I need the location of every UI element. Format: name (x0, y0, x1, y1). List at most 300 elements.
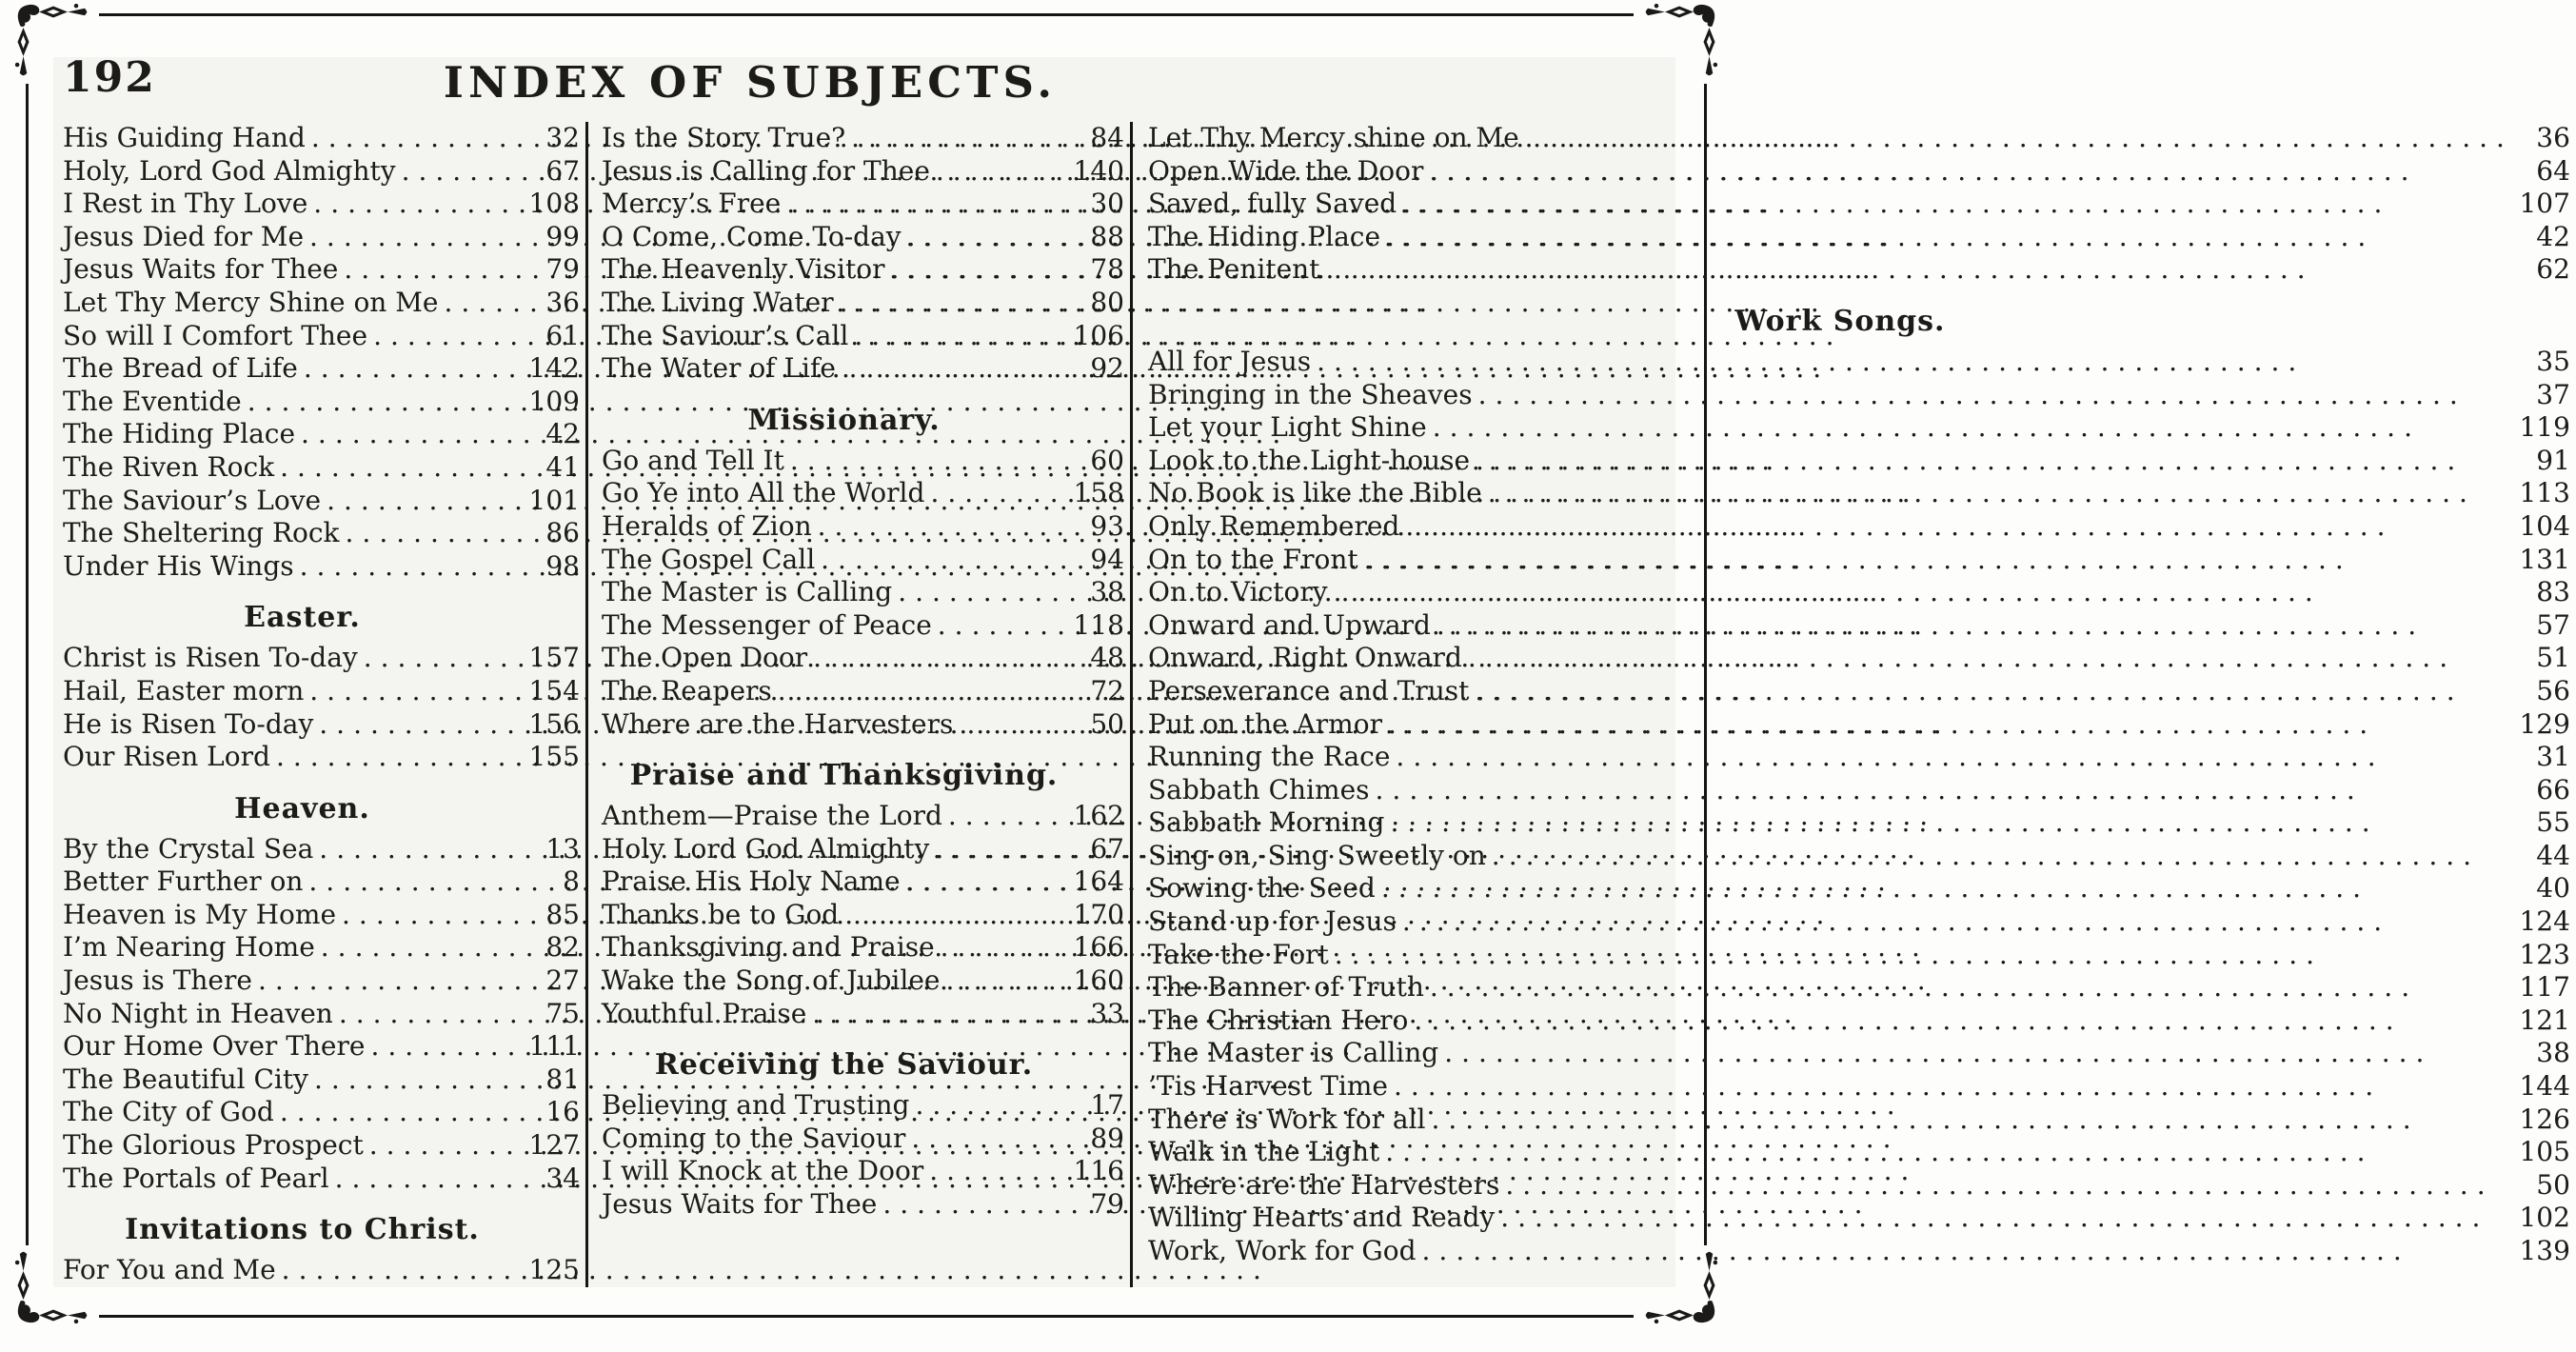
dot-leader (319, 833, 523, 866)
dot-leader (1500, 1202, 2513, 1235)
entry-title: Sabbath Chimes (1148, 773, 1370, 805)
entry-title: Believing and Trusting (602, 1089, 910, 1122)
entry-title: Praise His Holy Name (602, 865, 901, 898)
index-entry (63, 451, 580, 485)
entry-page-number: 36 (2536, 122, 2570, 153)
index-entry (1148, 774, 2570, 807)
index-entry (63, 386, 580, 419)
entry-page-number: 38 (2536, 1037, 2570, 1069)
entry-page-number: 81 (545, 1063, 580, 1095)
entry-page-number: 67 (1090, 832, 1124, 865)
dot-leader (911, 1123, 1067, 1156)
entry-title: Thanks be to God (602, 898, 840, 930)
entry-title: Onward and Upward (1148, 608, 1431, 641)
entry-title: The Riven Rock (63, 450, 275, 483)
entry-title: Our Home Over There (63, 1030, 366, 1063)
entry-title: Look to the Light-house (1148, 444, 1471, 476)
entry-title: By the Crystal Sea (63, 832, 314, 865)
dot-leader (300, 550, 523, 584)
entry-title: Running the Race (1148, 741, 1391, 773)
entry-title: The Portals of Pearl (63, 1162, 329, 1194)
entry-page-number: 55 (2536, 806, 2570, 839)
dot-leader (786, 188, 1067, 221)
entry-page-number: 164 (1073, 865, 1124, 898)
index-entry (1148, 872, 2570, 905)
entry-title: For You and Me (63, 1254, 276, 1286)
entry-page-number: 127 (528, 1129, 580, 1162)
index-entry (602, 510, 1124, 544)
frame-border-top (99, 13, 1634, 16)
index-entry (1148, 221, 2570, 254)
entry-title: The Penitent (1148, 253, 1320, 286)
dot-leader (304, 352, 523, 386)
dot-leader (1476, 445, 2513, 478)
dot-leader (335, 1163, 523, 1196)
section-heading: Receiving the Saviour. (654, 1048, 1034, 1083)
dot-leader (1431, 1103, 2512, 1137)
entry-page-number: 16 (545, 1096, 580, 1128)
dot-leader (314, 1064, 523, 1097)
entry-page-number: 117 (2519, 971, 2570, 1004)
index-entry (602, 899, 1124, 932)
index-entry (1148, 905, 2570, 939)
dot-leader (280, 1096, 523, 1129)
entry-page-number: 32 (545, 122, 580, 153)
entry-page-number: 170 (1073, 898, 1124, 930)
page-number: 192 (63, 53, 156, 102)
dot-leader (276, 741, 523, 774)
entry-page-number: 113 (2519, 477, 2570, 509)
entry-title: The Living Water (602, 286, 834, 318)
index-entry (1148, 346, 2570, 379)
section-heading: Missionary. (747, 403, 941, 437)
dot-leader (402, 155, 523, 189)
entry-page-number: 67 (545, 154, 580, 187)
entry-title: Mercy’s Free (602, 188, 782, 220)
entry-page-number: 157 (528, 642, 580, 674)
index-entry (63, 320, 580, 353)
index-entry (1148, 544, 2570, 577)
entry-title: I’m Nearing Home (63, 931, 315, 964)
dot-leader (280, 451, 523, 485)
index-entry (602, 642, 1124, 675)
entry-title: Hail, Easter morn (63, 674, 305, 706)
entry-page-number: 35 (2536, 345, 2570, 377)
entry-page-number: 61 (545, 319, 580, 351)
dot-leader (1402, 188, 2513, 221)
entry-page-number: 156 (528, 707, 580, 740)
index-entry (602, 1188, 1124, 1222)
index-entry (1148, 1004, 2570, 1038)
index-entry (602, 708, 1124, 742)
entry-title: Sabbath Morning (1148, 806, 1385, 839)
index-entry (1148, 1235, 2570, 1268)
index-entry (63, 485, 580, 518)
index-entry (1148, 510, 2570, 544)
index-entry (602, 1155, 1124, 1188)
entry-page-number: 139 (2519, 1235, 2570, 1266)
index-entry (602, 964, 1124, 998)
dot-leader (890, 253, 1067, 287)
index-entry (602, 576, 1124, 609)
index-entry (63, 964, 580, 998)
entry-title: Perseverance and Trust (1148, 674, 1470, 706)
entry-page-number: 99 (545, 220, 580, 252)
index-entry (63, 418, 580, 451)
dot-leader (373, 320, 523, 353)
entry-page-number: 160 (1073, 964, 1124, 997)
index-entry (63, 998, 580, 1031)
entry-title: Only Remembered (1148, 509, 1400, 542)
dot-leader (369, 1129, 523, 1163)
entry-page-number: 80 (1090, 286, 1124, 318)
dot-leader (882, 1188, 1067, 1222)
entry-title: There is Work for all (1148, 1103, 1426, 1135)
index-entry (1148, 1202, 2570, 1235)
dot-leader (1317, 346, 2513, 379)
index-column-3 (1130, 122, 2576, 1287)
entry-page-number: 42 (2536, 220, 2570, 252)
dot-leader (840, 287, 1067, 320)
entry-page-number: 107 (2519, 188, 2570, 220)
entry-title: So will I Comfort Thee (63, 319, 368, 351)
entry-title: The Gospel Call (602, 543, 816, 575)
index-entry (1148, 708, 2570, 742)
dot-leader (344, 253, 523, 287)
index-entry (1148, 609, 2570, 643)
dot-leader (342, 899, 523, 932)
entry-title: Work, Work for God (1148, 1235, 1417, 1266)
index-entry (602, 1089, 1124, 1123)
index-entry (602, 800, 1124, 833)
entry-page-number: 142 (528, 352, 580, 385)
dot-leader (1325, 253, 2512, 287)
dot-leader (935, 833, 1067, 866)
entry-title: Open Wide the Door (1148, 154, 1424, 187)
entry-page-number: 48 (1090, 642, 1124, 674)
entry-page-number: 106 (1073, 319, 1124, 351)
entry-page-number: 89 (1090, 1122, 1124, 1154)
entry-title: No Book is like the Bible (1148, 477, 1482, 509)
entry-title: The Hiding Place (1148, 220, 1381, 252)
entry-title: Heralds of Zion (602, 509, 812, 542)
index-entry (602, 445, 1124, 478)
frame-border-bottom (99, 1315, 1634, 1318)
section-heading: Work Songs. (1734, 304, 1946, 338)
dot-leader (1394, 1070, 2513, 1103)
entry-page-number: 66 (2536, 773, 2570, 805)
entry-title: Thanksgiving and Praise (602, 931, 935, 964)
dot-leader (1414, 1004, 2512, 1038)
entry-page-number: 27 (545, 964, 580, 997)
dot-leader (1468, 642, 2513, 675)
entry-page-number: 124 (2519, 905, 2570, 938)
dot-leader (309, 675, 523, 708)
dot-leader (1437, 609, 2513, 643)
entry-title: Where are the Harvesters (602, 707, 954, 740)
entry-page-number: 38 (1090, 576, 1124, 608)
entry-title: The Saviour’s Love (63, 484, 322, 516)
index-entry (63, 253, 580, 287)
entry-page-number: 108 (528, 188, 580, 220)
entry-page-number: 123 (2519, 938, 2570, 970)
index-entry (602, 352, 1124, 386)
entry-page-number: 79 (545, 253, 580, 286)
dot-leader (327, 485, 523, 518)
entry-page-number: 34 (545, 1162, 580, 1194)
index-entry (602, 865, 1124, 899)
entry-page-number: 42 (545, 418, 580, 450)
index-entry (63, 675, 580, 708)
entry-page-number: 140 (1073, 154, 1124, 187)
dot-leader (1402, 905, 2513, 939)
entry-title: Heaven is My Home (63, 898, 337, 930)
dot-leader (898, 576, 1067, 609)
dot-leader (907, 221, 1067, 254)
entry-page-number: 78 (1090, 253, 1124, 286)
entry-title: The Sheltering Rock (63, 517, 340, 549)
index-entry (63, 122, 580, 155)
entry-page-number: 8 (563, 865, 580, 898)
dot-leader (1505, 1169, 2513, 1203)
entry-title: Walk in the Light (1148, 1136, 1380, 1168)
section-heading: Easter. (244, 601, 361, 635)
dot-leader (301, 418, 523, 451)
entry-title: Sing on, Sing Sweetly on (1148, 839, 1486, 871)
dot-leader (1525, 122, 2513, 155)
dot-leader (818, 510, 1067, 544)
entry-title: Jesus Waits for Thee (602, 1188, 878, 1221)
dot-leader (851, 122, 1067, 155)
entry-title: Under His Wings (63, 549, 294, 582)
entry-page-number: 17 (1090, 1089, 1124, 1122)
entry-title: His Guiding Hand (63, 122, 306, 153)
entry-page-number: 155 (528, 741, 580, 773)
entry-title: I will Knock at the Door (602, 1155, 924, 1187)
entry-title: The Heavenly Visitor (602, 253, 885, 286)
entry-page-number: 13 (545, 832, 580, 865)
entry-page-number: 109 (528, 385, 580, 417)
index-entry (602, 221, 1124, 254)
dot-leader (1478, 379, 2513, 412)
dot-leader (1433, 411, 2513, 445)
entry-title: The Water of Life (602, 352, 836, 385)
dot-leader (1444, 1037, 2513, 1070)
entry-page-number: 126 (2519, 1103, 2570, 1135)
entry-title: Coming to the Saviour (602, 1122, 906, 1154)
entry-page-number: 85 (545, 898, 580, 930)
entry-title: No Night in Heaven (63, 997, 333, 1029)
dot-leader (948, 800, 1067, 833)
index-entry (1148, 1070, 2570, 1103)
entry-page-number: 79 (1090, 1188, 1124, 1221)
entry-page-number: 116 (1073, 1155, 1124, 1187)
index-entry (1148, 1037, 2570, 1070)
entry-title: Anthem—Praise the Lord (602, 800, 942, 832)
index-entry (1148, 379, 2570, 412)
index-entry (602, 998, 1124, 1031)
dot-leader (936, 155, 1067, 189)
entry-title: The Reapers (602, 674, 772, 706)
dot-leader (1381, 872, 2513, 905)
index-entry (1148, 1136, 2570, 1169)
index-entry (63, 741, 580, 774)
dot-leader (945, 964, 1067, 998)
entry-page-number: 119 (2519, 411, 2570, 444)
entry-title: Let your Light Shine (1148, 411, 1427, 444)
index-entry (602, 609, 1124, 643)
dot-leader (842, 352, 1067, 386)
dot-leader (778, 675, 1067, 708)
entry-title: ’Tis Harvest Time (1148, 1070, 1388, 1103)
entry-page-number: 64 (2536, 154, 2570, 187)
entry-title: Holy Lord God Almighty (602, 832, 930, 865)
entry-title: Is the Story True? (602, 122, 846, 153)
dot-leader (1396, 741, 2512, 774)
entry-title: On to the Front (1148, 543, 1358, 575)
entry-page-number: 75 (545, 997, 580, 1029)
entry-page-number: 36 (545, 286, 580, 318)
entry-page-number: 82 (545, 931, 580, 964)
entry-title: Where are the Harvesters (1148, 1168, 1500, 1201)
dot-leader (930, 477, 1067, 510)
entry-title: Jesus is Calling for Thee (602, 154, 930, 187)
entry-title: Wake the Song of Jubilee (602, 964, 941, 997)
entry-page-number: 88 (1090, 220, 1124, 252)
entry-title: On to Victory (1148, 576, 1328, 608)
dot-leader (915, 1089, 1067, 1123)
dot-leader (1430, 971, 2513, 1004)
entry-page-number: 31 (2536, 741, 2570, 773)
entry-page-number: 93 (1090, 509, 1124, 542)
entry-title: O Come, Come To-day (602, 220, 902, 252)
entry-title: Jesus Died for Me (63, 220, 305, 252)
index-entry (63, 1064, 580, 1097)
index-entry (1148, 445, 2570, 478)
entry-title: Let Thy Mercy Shine on Me (63, 286, 439, 318)
dot-leader (1376, 774, 2513, 807)
index-entry (1148, 477, 2570, 510)
index-entry (1148, 1103, 2570, 1137)
entry-page-number: 56 (2536, 674, 2570, 706)
entry-title: The Banner of Truth (1148, 971, 1424, 1004)
entry-page-number: 30 (1090, 188, 1124, 220)
entry-title: I Rest in Thy Love (63, 188, 308, 220)
dot-leader (1364, 544, 2513, 577)
dot-leader (1422, 1235, 2513, 1268)
index-entry (602, 675, 1124, 708)
dot-leader (364, 642, 523, 675)
index-entry (602, 1123, 1124, 1156)
entry-page-number: 72 (1090, 674, 1124, 706)
index-entry (602, 833, 1124, 866)
entry-page-number: 131 (2519, 543, 2570, 575)
index-entry (1148, 971, 2570, 1004)
entry-page-number: 111 (528, 1030, 580, 1063)
entry-title: Willing Hearts and Ready (1148, 1202, 1496, 1234)
entry-title: Saved, fully Saved (1148, 188, 1397, 220)
index-entry (63, 899, 580, 932)
entry-page-number: 44 (2536, 839, 2570, 871)
index-entry (63, 865, 580, 899)
index-entry (602, 253, 1124, 287)
index-entry (63, 1254, 580, 1287)
index-entry (1148, 1169, 2570, 1203)
entry-page-number: 104 (2519, 509, 2570, 542)
dot-leader (854, 320, 1067, 353)
dot-leader (1388, 708, 2513, 742)
entry-title: The Master is Calling (602, 576, 893, 608)
index-entry (602, 122, 1124, 155)
index-entry (1148, 939, 2570, 972)
dot-leader (959, 708, 1067, 742)
dot-leader (321, 931, 523, 964)
dot-leader (790, 445, 1067, 478)
entry-title: The Beautiful City (63, 1063, 308, 1095)
entry-title: Jesus Waits for Thee (63, 253, 339, 286)
index-entry (63, 287, 580, 320)
entry-title: Go Ye into All the World (602, 477, 925, 509)
dot-leader (1386, 221, 2513, 254)
index-entry (1148, 806, 2570, 840)
dot-leader (938, 609, 1067, 643)
index-entry (63, 1129, 580, 1163)
entry-title: The Glorious Prospect (63, 1129, 364, 1162)
dot-leader (1385, 1136, 2513, 1169)
dot-leader (282, 1254, 523, 1287)
section-heading: Praise and Thanksgiving. (629, 759, 1059, 793)
entry-title: Sowing the Seed (1148, 872, 1376, 905)
entry-page-number: 154 (528, 674, 580, 706)
entry-title: The Eventide (63, 385, 242, 417)
entry-title: Holy, Lord God Almighty (63, 154, 396, 187)
entry-title: Onward, Right Onward (1148, 642, 1462, 674)
index-entry (63, 1030, 580, 1064)
index-entry (63, 352, 580, 386)
dot-leader (1335, 939, 2513, 972)
index-column-2 (585, 122, 1130, 1287)
index-entry (63, 642, 580, 675)
dot-leader (308, 865, 523, 899)
dot-leader (309, 221, 523, 254)
dot-leader (1405, 510, 2513, 544)
index-entry (1148, 411, 2570, 445)
index-entry (602, 477, 1124, 510)
index-entry (63, 1096, 580, 1129)
dot-leader (248, 386, 523, 419)
entry-page-number: 50 (2536, 1168, 2570, 1201)
entry-page-number: 57 (2536, 608, 2570, 641)
page-title: INDEX OF SUBJECTS. (443, 57, 1058, 108)
index-entry (602, 320, 1124, 353)
entry-title: The Messenger of Peace (602, 608, 932, 641)
index-entry (1148, 675, 2570, 708)
index-entry (1148, 576, 2570, 609)
entry-title: Stand up for Jesus (1148, 905, 1397, 938)
index-entry (63, 708, 580, 742)
entry-page-number: 98 (545, 549, 580, 582)
dot-leader (346, 517, 523, 550)
entry-page-number: 129 (2519, 707, 2570, 740)
entry-page-number: 62 (2536, 253, 2570, 286)
dot-leader (313, 188, 523, 221)
entry-title: Jesus is There (63, 964, 252, 997)
entry-page-number: 94 (1090, 543, 1124, 575)
entry-title: Better Further on (63, 865, 304, 898)
dot-leader (258, 964, 523, 998)
entry-title: The Saviour’s Call (602, 319, 849, 351)
entry-page-number: 84 (1090, 122, 1124, 153)
